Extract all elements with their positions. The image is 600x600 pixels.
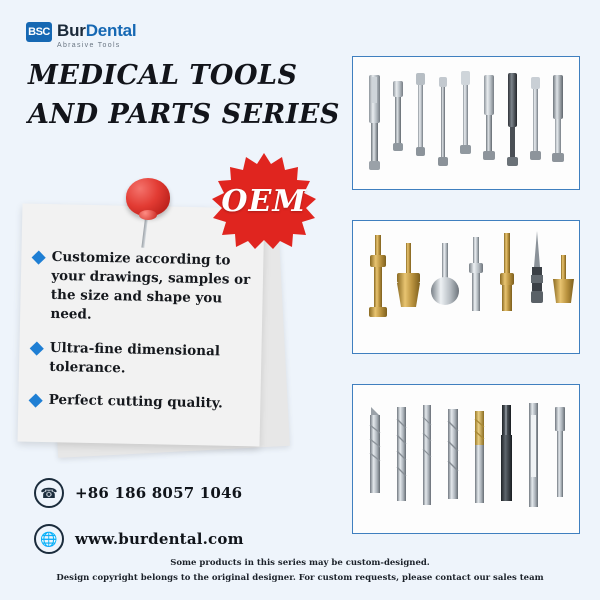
title-line-1: MEDICAL TOOLS [28,60,298,91]
title-line-2: AND PARTS SERIES [28,99,340,131]
list-item [32,247,276,329]
contact-website-row[interactable] [34,524,244,554]
diamond-bullet-icon [29,393,43,407]
tools-illustration-1 [353,57,579,189]
list-item [30,390,272,414]
footer-disclaimer [0,556,600,586]
diamond-bullet-icon [30,341,44,355]
pin-collar [139,210,157,220]
logo-text [57,22,136,49]
globe-icon: 🌐 [34,524,64,554]
brand-logo [26,22,136,49]
contact-phone-row[interactable] [34,478,244,508]
tools-illustration-2 [353,221,579,353]
logo-name-blue: Dental [85,21,137,40]
oem-label: OEM [221,183,307,219]
panel-carbide-end-mills [352,384,580,534]
footer-line-2: Design copyright belongs to the original designer. For custom requests, please contact our sales team [56,572,544,583]
feature-list [30,247,276,428]
logo-name [57,22,136,39]
logo-name-dark: Bur [57,21,86,40]
logo-tagline: Abrasive Tools [57,42,121,49]
panel-brass-tipped-tools [352,220,580,354]
feature-text: Customize according to your drawings, samples or the size and shape you need. [50,248,251,324]
panel-surgical-drills [352,56,580,190]
oem-badge [205,152,323,250]
phone-icon: ☎ [34,478,64,508]
footer-line-1: Some products in this series may be custom-designed. [170,558,430,568]
list-item [31,338,274,381]
tools-illustration-3 [353,385,579,533]
push-pin-icon [118,170,178,242]
phone-number: +86 186 8057 1046 [75,484,243,502]
website-url: www.burdental.com [75,530,244,548]
page-title [28,56,348,134]
feature-text: Perfect cutting quality. [48,391,223,412]
logo-mark: BSC [26,22,52,42]
diamond-bullet-icon [32,251,46,265]
feature-text: Ultra-fine dimensional tolerance. [49,339,221,377]
